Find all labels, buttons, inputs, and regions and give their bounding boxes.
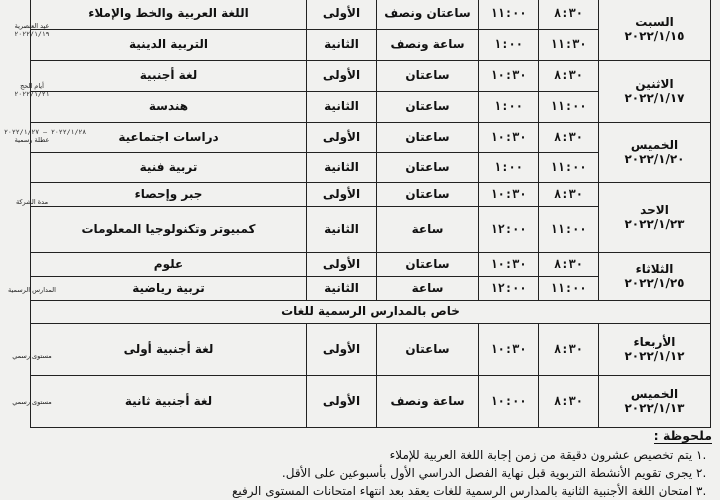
session: الثانية xyxy=(307,30,377,61)
end-time: ١٠:٣٠ xyxy=(479,123,539,153)
duration: ساعتان xyxy=(377,183,479,207)
end-time: ١١:٠٠ xyxy=(479,0,539,30)
session: الأولى xyxy=(307,253,377,277)
session: الثانية xyxy=(307,207,377,253)
start-time: ٨:٣٠ xyxy=(539,183,599,207)
day-cell: الأربعاء ٢٠٢٢/١/١٢ xyxy=(599,324,711,376)
side-note: المدارس الرسمية xyxy=(8,286,56,294)
subject: لغة أجنبية xyxy=(31,61,307,92)
start-time: ٨:٣٠ xyxy=(539,61,599,92)
table-row xyxy=(31,301,711,324)
session: الثانية xyxy=(307,153,377,183)
day-cell: السبت ٢٠٢٢/١/١٥ xyxy=(599,0,711,61)
side-note: عيد العنصرية ٢٠٢٢/١/١٩ xyxy=(14,22,50,39)
start-time: ١١:٣٠ xyxy=(539,30,599,61)
notes-section xyxy=(0,428,720,500)
day-cell: الاثنين ٢٠٢٢/١/١٧ xyxy=(599,61,711,123)
table-row xyxy=(31,183,711,207)
day-cell: الخميس ٢٠٢٢/١/١٣ xyxy=(599,376,711,428)
duration: ساعة xyxy=(377,277,479,301)
end-time: ١٢:٠٠ xyxy=(479,277,539,301)
end-time: ١:٠٠ xyxy=(479,92,539,123)
session: الأولى xyxy=(307,376,377,428)
end-time: ١٢:٠٠ xyxy=(479,207,539,253)
side-note: ٢٠٢٢/١/٢٨ – ٢٠٢٢/١/٢٧ عطلة رسمية xyxy=(4,128,87,145)
duration: ساعة xyxy=(377,207,479,253)
session: الأولى xyxy=(307,0,377,30)
start-time: ٨:٣٠ xyxy=(539,253,599,277)
session: الأولى xyxy=(307,324,377,376)
table-row xyxy=(31,123,711,153)
duration: ساعتان xyxy=(377,324,479,376)
table-row xyxy=(31,253,711,277)
end-time: ١٠:٣٠ xyxy=(479,61,539,92)
duration: ساعتان xyxy=(377,123,479,153)
day-cell: الثلاثاء ٢٠٢٢/١/٢٥ xyxy=(599,253,711,301)
table-row xyxy=(31,61,711,92)
language-schools-banner: خاص بالمدارس الرسمية للغات xyxy=(31,301,711,324)
duration: ساعة ونصف xyxy=(377,376,479,428)
subject: جبر وإحصاء xyxy=(31,183,307,207)
subject: علوم xyxy=(31,253,307,277)
table-row xyxy=(31,376,711,428)
start-time: ٨:٣٠ xyxy=(539,123,599,153)
start-time: ١١:٠٠ xyxy=(539,92,599,123)
note-item: ٣. امتحان اللغة الأجنبية الثانية بالمدارس الرسمية للغات يعقد بعد انتهاء امتحانات المستوى الرفيع xyxy=(232,484,707,498)
start-time: ٨:٣٠ xyxy=(539,0,599,30)
start-time: ١١:٠٠ xyxy=(539,153,599,183)
end-time: ١٠:٠٠ xyxy=(479,376,539,428)
session: الأولى xyxy=(307,183,377,207)
duration: ساعة ونصف xyxy=(377,30,479,61)
day-cell: الاحد ٢٠٢٢/١/٢٣ xyxy=(599,183,711,253)
start-time: ١١:٠٠ xyxy=(539,207,599,253)
session: الأولى xyxy=(307,123,377,153)
end-time: ١٠:٣٠ xyxy=(479,253,539,277)
duration: ساعتان xyxy=(377,153,479,183)
side-notes-column xyxy=(0,0,87,420)
subject: هندسة xyxy=(31,92,307,123)
session: الثانية xyxy=(307,277,377,301)
session: الثانية xyxy=(307,92,377,123)
end-time: ١:٠٠ xyxy=(479,153,539,183)
day-cell: الخميس ٢٠٢٢/١/٢٠ xyxy=(599,123,711,183)
side-note: مدة الشركة xyxy=(15,198,49,206)
exam-schedule-table xyxy=(30,0,711,428)
subject: كمبيوتر وتكنولوجيا المعلومات xyxy=(31,207,307,253)
end-time: ١:٠٠ xyxy=(479,30,539,61)
start-time: ١١:٠٠ xyxy=(539,277,599,301)
table-row xyxy=(31,0,711,30)
duration: ساعتان xyxy=(377,61,479,92)
subject: دراسات اجتماعية xyxy=(31,123,307,153)
start-time: ٨:٣٠ xyxy=(539,324,599,376)
duration: ساعتان xyxy=(377,253,479,277)
subject: لغة أجنبية أولى xyxy=(31,324,307,376)
table-row xyxy=(31,324,711,376)
note-item: ٢. يجرى تقويم الأنشطة التربوية قبل نهاية الفصل الدراسي الأول بأسبوعين على الأقل. xyxy=(281,466,707,480)
note-item: ١. يتم تخصيص عشرون دقيقة من زمن إجابة اللغة العربية للإملاء xyxy=(389,448,707,462)
end-time: ١٠:٣٠ xyxy=(479,324,539,376)
side-note: أيام الحج ٢٠٢٢/١/٢١ xyxy=(14,82,50,99)
subject: اللغة العربية والخط والإملاء xyxy=(31,0,307,30)
side-note: مستوى رسمي xyxy=(12,398,52,406)
subject: التربية الدينية xyxy=(31,30,307,61)
notes-title: ملحوظة : xyxy=(653,428,712,443)
duration: ساعتان xyxy=(377,92,479,123)
end-time: ١٠:٣٠ xyxy=(479,183,539,207)
side-note: مستوى رسمي xyxy=(12,352,52,360)
start-time: ٨:٣٠ xyxy=(539,376,599,428)
session: الأولى xyxy=(307,61,377,92)
duration: ساعتان ونصف xyxy=(377,0,479,30)
subject: تربية رياضية xyxy=(31,277,307,301)
subject: تربية فنية xyxy=(31,153,307,183)
subject: لغة أجنبية ثانية xyxy=(31,376,307,428)
